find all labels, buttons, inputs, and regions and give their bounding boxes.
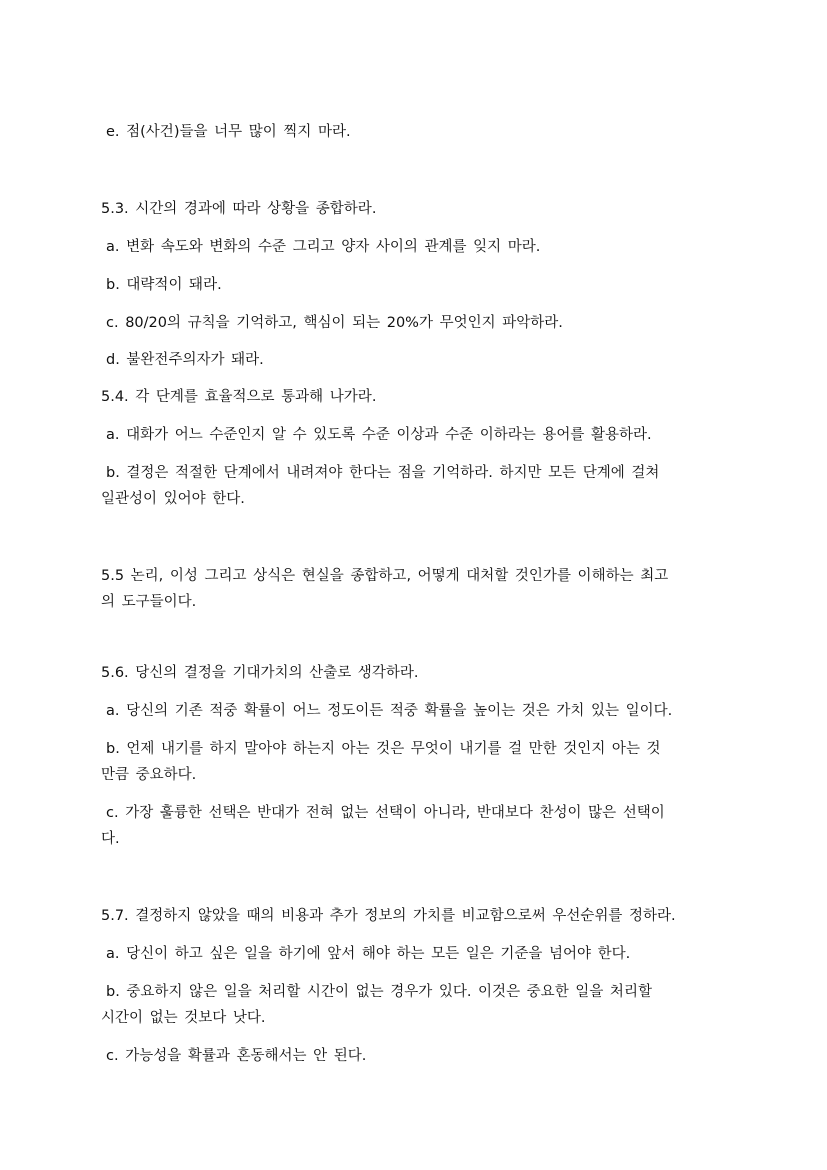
list-item-a: a. 변화 속도와 변화의 수준 그리고 양자 사이의 관계를 잊지 마라. xyxy=(106,239,541,255)
list-item-b: b. 대략적이 돼라. xyxy=(106,277,222,293)
section-heading-5-5: 5.5 논리, 이성 그리고 상식은 현실을 종합하고, 어떻게 대처할 것인가를 이해하는 최고 xyxy=(101,568,669,584)
list-item-b: b. 결정은 적절한 단계에서 내려져야 한다는 점을 기억하라. 하지만 모든 단계에 걸쳐 xyxy=(106,465,660,481)
list-item-a: a. 대화가 어느 수준인지 알 수 있도록 수준 이상과 수준 이하라는 용어를 활용하라. xyxy=(106,427,652,443)
list-item-b-continuation: 만큼 중요하다. xyxy=(101,767,197,783)
list-item-a: a. 당신이 하고 싶은 일을 하기에 앞서 해야 하는 모든 일은 기준을 넘어야 한다. xyxy=(106,946,631,962)
section-heading-5-4: 5.4. 각 단계를 효율적으로 통과해 나가라. xyxy=(101,389,377,405)
section-heading-5-6: 5.6. 당신의 결정을 기대가치의 산출로 생각하라. xyxy=(101,665,419,681)
section-heading-5-5-continuation: 의 도구들이다. xyxy=(101,594,197,610)
list-item-a: a. 당신의 기존 적중 확률이 어느 정도이든 적중 확률을 높이는 것은 가치 있는 일이다. xyxy=(106,703,673,719)
list-item-b: b. 언제 내기를 하지 말아야 하는지 아는 것은 무엇이 내기를 걸 만한 것인지 아는 것 xyxy=(106,741,661,757)
list-item-c: c. 가장 훌륭한 선택은 반대가 전혀 없는 선택이 아니라, 반대보다 찬성이 많은 선택이 xyxy=(106,805,665,821)
list-item-d: d. 불완전주의자가 돼라. xyxy=(106,352,264,368)
list-item-c-continuation: 다. xyxy=(101,831,120,847)
list-item-c: c. 80/20의 규칙을 기억하고, 핵심이 되는 20%가 무엇인지 파악하라. xyxy=(106,315,563,331)
list-item-e: e. 점(사건)들을 너무 많이 찍지 마라. xyxy=(106,124,351,140)
list-item-c: c. 가능성을 확률과 혼동해서는 안 된다. xyxy=(106,1048,367,1064)
section-heading-5-7: 5.7. 결정하지 않았을 때의 비용과 추가 정보의 가치를 비교함으로써 우선순위를 정하라. xyxy=(101,908,676,924)
section-heading-5-3: 5.3. 시간의 경과에 따라 상황을 종합하라. xyxy=(101,201,377,217)
list-item-b-continuation: 일관성이 있어야 한다. xyxy=(101,491,245,507)
list-item-b: b. 중요하지 않은 일을 처리할 시간이 없는 경우가 있다. 이것은 중요한 일을 처리할 xyxy=(106,984,652,1000)
list-item-b-continuation: 시간이 없는 것보다 낫다. xyxy=(101,1010,266,1026)
